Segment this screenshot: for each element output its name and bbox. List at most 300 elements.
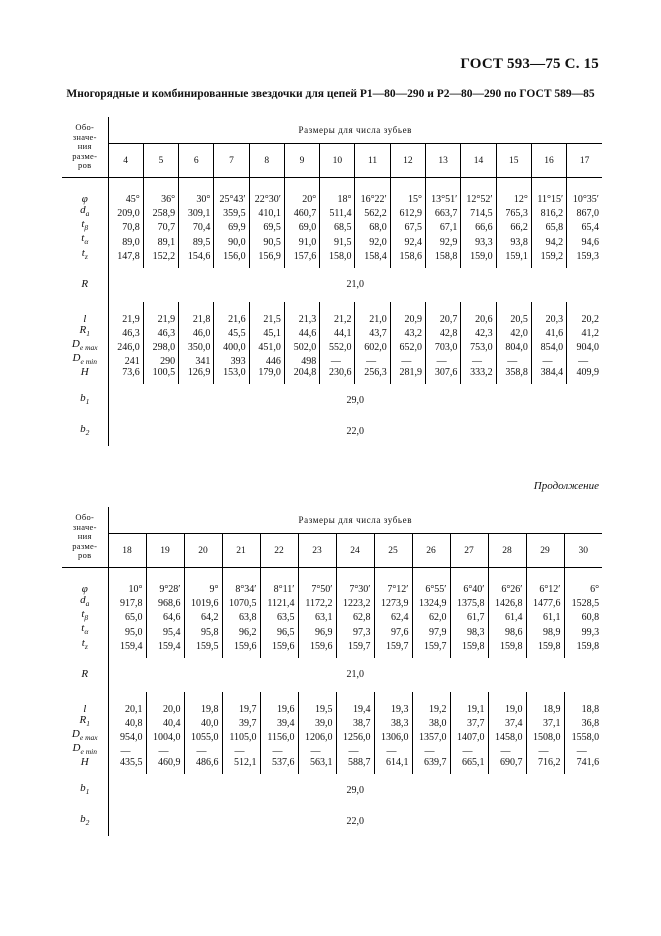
teeth-count-header: 24 [336,534,374,568]
phi-value: 8°34′ [222,568,260,596]
tz-value: 159,4 [146,638,184,658]
De-max-value: 1256,0 [336,729,374,743]
phi-value: 12° [496,178,531,206]
l-value: 20,7 [426,302,461,325]
H-value: 126,9 [179,367,214,384]
phi-value: 15° [390,178,425,206]
R1-value: 45,1 [249,325,284,339]
teeth-count-header: 26 [412,534,450,568]
H-row [62,757,602,774]
da-value: 1070,5 [222,595,260,609]
da-value: 1528,5 [571,598,600,610]
De-max-value: 1508,0 [526,729,564,743]
De-max-value: 1306,0 [374,729,412,743]
teeth-count-header: 12 [390,144,425,178]
tb-value: 67,5 [390,219,425,233]
teeth-count-header: 22 [260,534,298,568]
R1-value: 41,6 [531,325,566,339]
phi-value: 10°35′ [572,194,599,205]
H-value: 486,6 [184,757,222,774]
teeth-count-header: 20 [184,534,222,568]
tb-value: 60,8 [581,612,600,624]
teeth-count-header: 30 [564,534,602,568]
l-value: 19,8 [184,692,222,715]
R1-value: 40,8 [108,715,146,729]
De-max-value: 451,0 [249,339,284,353]
da-symbol: $d_a$ [62,205,108,219]
R-row [62,268,602,302]
phi-value: 10° [108,568,146,596]
De-min-row [62,353,602,367]
R1-value: 45,5 [214,325,249,339]
R1-value: 37,4 [488,715,526,729]
De-max-value: 552,0 [320,339,355,353]
b1-symbol: $b_1$ [62,384,108,416]
tb-value: 64,2 [184,609,222,623]
da-value: 714,5 [461,205,496,219]
tb-value: 68,0 [355,219,390,233]
teeth-count-header: 13 [426,144,461,178]
dimension-table [62,117,602,446]
ta-row [62,233,602,247]
tz-value: 159,4 [108,638,146,658]
R1-value: 39,4 [260,715,298,729]
da-value: 816,2 [531,205,566,219]
De-max-value: 1004,0 [146,729,184,743]
R1-symbol: $R_1$ [62,325,108,339]
b1-symbol: $b_1$ [62,774,108,806]
R1-value: 38,3 [374,715,412,729]
tz-value: 159,8 [450,638,488,658]
da-value: 359,5 [214,205,249,219]
tz-value: 157,6 [284,248,319,268]
R1-row [62,325,602,339]
De-min-value: — [450,743,488,757]
tz-value: 158,8 [426,248,461,268]
H-symbol: H [62,367,108,384]
R-value: 21,0 [346,279,364,291]
da-symbol: $d_a$ [62,595,108,609]
teeth-count-header: 23 [298,534,336,568]
ta-value: 96,5 [260,623,298,637]
l-value: 19,7 [222,692,260,715]
phi-symbol: φ [62,178,108,206]
H-value: 512,1 [222,757,260,774]
tb-value: 70,8 [108,219,143,233]
De-min-value: — [496,353,531,367]
tz-row [62,248,602,268]
tb-value: 62,0 [412,609,450,623]
da-value: 1273,9 [374,595,412,609]
De-max-value: 1558,0 [571,732,600,744]
De-min-value: — [336,743,374,757]
phi-value: 25°43′ [214,178,249,206]
De-min-value: — [374,743,412,757]
tb-value: 61,4 [488,609,526,623]
R1-value: 43,7 [355,325,390,339]
da-value: 1019,6 [184,595,222,609]
H-value: 716,2 [526,757,564,774]
ta-value: 89,1 [143,233,178,247]
R1-value: 46,3 [108,325,143,339]
De-min-value: — [108,743,146,757]
tb-value: 69,5 [249,219,284,233]
H-value: 281,9 [390,367,425,384]
De-max-value: 954,0 [108,729,146,743]
ta-value: 92,4 [390,233,425,247]
group-header: Размеры для числа зубьев [108,117,602,144]
b1-value: 29,0 [346,784,365,796]
l-value: 20,0 [146,692,184,715]
da-value: 765,3 [496,205,531,219]
De-min-value: — [488,743,526,757]
De-min-value: 393 [214,353,249,367]
ta-value: 95,8 [184,623,222,637]
De-min-value: 498 [284,353,319,367]
l-symbol: l [62,302,108,325]
l-value: 21,8 [179,302,214,325]
De-max-row [62,339,602,353]
teeth-count-header: 11 [355,144,390,178]
tb-value: 61,1 [526,609,564,623]
ta-value: 97,6 [374,623,412,637]
teeth-count-header: 14 [461,144,496,178]
dimension-table [62,507,602,836]
R1-value: 37,1 [526,715,564,729]
da-value: 309,1 [179,205,214,219]
ta-value: 97,9 [412,623,450,637]
De-min-symbol: $D_{e min}$ [62,743,108,757]
De-max-value: 1055,0 [184,729,222,743]
ta-value: 92,9 [426,233,461,247]
De-min-value: 341 [179,353,214,367]
ta-value: 93,3 [461,233,496,247]
R1-value: 39,0 [298,715,336,729]
H-value: 435,5 [108,757,146,774]
l-value: 21,2 [320,302,355,325]
ta-value: 94,6 [581,236,599,248]
phi-value: 6°12′ [526,568,564,596]
De-min-value: — [526,743,564,757]
R1-value: 42,0 [496,325,531,339]
ta-value: 93,8 [496,233,531,247]
tb-value: 70,7 [143,219,178,233]
tz-value: 159,7 [336,638,374,658]
De-max-value: 502,0 [284,339,319,353]
tb-value: 64,6 [146,609,184,623]
l-value: 21,9 [108,302,143,325]
b2-value: 22,0 [346,425,364,437]
tb-row [62,219,602,233]
De-min-value: — [390,353,425,367]
l-symbol: l [62,692,108,715]
teeth-count-header: 9 [284,144,319,178]
phi-value: 8°11′ [260,568,298,596]
teeth-count-header: 10 [320,144,355,178]
l-row [62,692,602,715]
tz-value: 159,5 [184,638,222,658]
De-min-value: — [184,743,222,757]
b1-row [62,774,602,806]
tb-value: 62,4 [374,609,412,623]
H-value: 153,0 [214,367,249,384]
teeth-count-header: 7 [214,144,249,178]
tb-value: 70,4 [179,219,214,233]
phi-symbol: φ [62,568,108,596]
De-min-value: — [355,353,390,367]
tb-value: 69,9 [214,219,249,233]
page-header: ГОСТ 593—75 С. 15 [460,56,599,72]
da-value: 867,0 [576,208,599,220]
H-value: 588,7 [336,757,374,774]
R1-value: 39,7 [222,715,260,729]
De-max-value: 1357,0 [412,729,450,743]
De-min-value: 290 [143,353,178,367]
l-value: 19,1 [450,692,488,715]
l-value: 20,6 [461,302,496,325]
R1-value: 38,0 [412,715,450,729]
l-value: 21,3 [284,302,319,325]
H-value: 384,4 [531,367,566,384]
continuation-label: Продолжение [533,480,599,492]
H-value: 614,1 [374,757,412,774]
ta-symbol: $t_\alpha$ [62,233,108,247]
H-value: 100,5 [143,367,178,384]
ta-value: 91,0 [284,233,319,247]
phi-value: 30° [179,178,214,206]
da-value: 1426,8 [488,595,526,609]
l-value: 19,3 [374,692,412,715]
da-row [62,205,602,219]
tz-value: 159,8 [526,638,564,658]
phi-row [62,178,602,206]
da-value: 663,7 [426,205,461,219]
tz-value: 158,0 [320,248,355,268]
tb-value: 66,2 [496,219,531,233]
tb-value: 62,8 [336,609,374,623]
tb-value: 63,1 [298,609,336,623]
phi-value: 9° [184,568,222,596]
da-value: 1324,9 [412,595,450,609]
teeth-count-header: 6 [179,144,214,178]
H-value: 665,1 [450,757,488,774]
tz-value: 158,6 [390,248,425,268]
R-value: 21,0 [346,669,365,681]
phi-value: 7°50′ [298,568,336,596]
De-max-value: 703,0 [426,339,461,353]
tb-value: 65,0 [108,609,146,623]
l-value: 20,1 [108,692,146,715]
R1-value: 42,3 [461,325,496,339]
tz-value: 159,7 [412,638,450,658]
teeth-count-header: 28 [488,534,526,568]
phi-value: 20° [284,178,319,206]
teeth-count-header: 16 [531,144,566,178]
ta-value: 91,5 [320,233,355,247]
da-value: 1172,2 [298,595,336,609]
phi-value: 6°55′ [412,568,450,596]
l-value: 21,9 [143,302,178,325]
phi-value: 6°40′ [450,568,488,596]
da-value: 1375,8 [450,595,488,609]
b2-symbol: $b_2$ [62,416,108,446]
da-value: 258,9 [143,205,178,219]
l-row [62,302,602,325]
l-value: 19,4 [336,692,374,715]
l-value: 18,9 [526,692,564,715]
ta-value: 97,3 [336,623,374,637]
De-max-symbol: $D_{e max}$ [62,339,108,353]
R-symbol: R [62,268,108,302]
b2-row [62,416,602,446]
b1-row [62,384,602,416]
phi-value: 22°30′ [249,178,284,206]
da-value: 968,6 [146,595,184,609]
l-value: 19,0 [488,692,526,715]
H-value: 563,1 [298,757,336,774]
ta-value: 96,9 [298,623,336,637]
H-value: 333,2 [461,367,496,384]
De-min-value: — [426,353,461,367]
tz-symbol: $t_z$ [62,248,108,268]
De-min-value: 446 [249,353,284,367]
phi-value: 16°22′ [355,178,390,206]
table-1 [62,117,602,446]
De-min-value: — [222,743,260,757]
document-title: Многорядные и комбинированные звездочки для цепей Р1—80—290 и Р2—80—290 по ГОСТ 589—85 [66,88,595,100]
De-min-value: — [412,743,450,757]
tb-value: 66,6 [461,219,496,233]
tz-value: 154,6 [179,248,214,268]
tb-symbol: $t_\beta$ [62,219,108,233]
ta-value: 90,0 [214,233,249,247]
ta-value: 98,9 [526,623,564,637]
da-value: 410,1 [249,205,284,219]
da-value: 460,7 [284,205,319,219]
De-max-value: 246,0 [108,339,143,353]
l-value: 21,0 [355,302,390,325]
R1-value: 36,8 [581,717,600,729]
da-value: 917,8 [108,595,146,609]
De-max-value: 602,0 [355,339,390,353]
l-value: 21,6 [214,302,249,325]
tb-value: 67,1 [426,219,461,233]
H-value: 230,6 [320,367,355,384]
da-value: 562,2 [355,205,390,219]
De-max-symbol: $D_{e max}$ [62,729,108,743]
H-value: 409,9 [576,367,599,379]
De-max-value: 804,0 [496,339,531,353]
teeth-count-header: 4 [108,144,143,178]
ta-value: 90,5 [249,233,284,247]
ta-value: 98,3 [450,623,488,637]
b2-row [62,806,602,836]
tz-value: 159,2 [531,248,566,268]
ta-value: 95,4 [146,623,184,637]
ta-value: 89,0 [108,233,143,247]
De-min-value: — [461,353,496,367]
tz-symbol: $t_z$ [62,638,108,658]
De-max-value: 753,0 [461,339,496,353]
teeth-count-header: 19 [146,534,184,568]
phi-value: 36° [143,178,178,206]
tb-symbol: $t_\beta$ [62,609,108,623]
teeth-count-header: 29 [526,534,564,568]
tz-value: 159,6 [260,638,298,658]
phi-value: 7°12′ [374,568,412,596]
De-max-value: 400,0 [214,339,249,353]
group-header: Размеры для числа зубьев [108,507,602,534]
l-value: 19,5 [298,692,336,715]
teeth-count-header: 5 [143,144,178,178]
tb-value: 63,5 [260,609,298,623]
teeth-count-header: 27 [450,534,488,568]
column-label: Обо- значе- ния разме- ров [62,117,108,178]
l-value: 18,8 [581,703,600,715]
ta-value: 99,3 [581,626,600,638]
tz-row [62,638,602,658]
teeth-count-header: 17 [567,144,602,178]
H-value: 358,8 [496,367,531,384]
R-row [62,658,602,692]
tb-value: 68,5 [320,219,355,233]
R1-row [62,715,602,729]
da-value: 1121,4 [260,595,298,609]
H-value: 741,6 [576,757,600,769]
phi-value: 6° [590,584,600,595]
ta-value: 98,6 [488,623,526,637]
De-max-value: 854,0 [531,339,566,353]
H-value: 73,6 [108,367,143,384]
da-value: 1223,2 [336,595,374,609]
phi-value: 9°28′ [146,568,184,596]
R1-value: 37,7 [450,715,488,729]
table-2 [62,507,602,836]
De-min-value: — [146,743,184,757]
De-min-symbol: $D_{e min}$ [62,353,108,367]
ta-value: 96,2 [222,623,260,637]
teeth-count-header: 8 [249,144,284,178]
tz-value: 159,6 [222,638,260,658]
R-symbol: R [62,658,108,692]
da-value: 612,9 [390,205,425,219]
ta-row [62,623,602,637]
R1-value: 42,8 [426,325,461,339]
De-max-value: 652,0 [390,339,425,353]
phi-value: 18° [320,178,355,206]
tz-value: 156,9 [249,248,284,268]
De-min-value: — [578,356,589,368]
tz-value: 159,0 [461,248,496,268]
De-min-value: — [260,743,298,757]
De-min-value: — [576,746,587,758]
De-max-value: 1156,0 [260,729,298,743]
tz-value: 147,8 [108,248,143,268]
ta-value: 89,5 [179,233,214,247]
De-min-value: — [298,743,336,757]
l-value: 20,5 [496,302,531,325]
da-row [62,595,602,609]
H-value: 256,3 [355,367,390,384]
H-symbol: H [62,757,108,774]
R1-value: 40,0 [184,715,222,729]
R1-value: 43,2 [390,325,425,339]
De-max-row [62,729,602,743]
tb-value: 65,4 [581,222,599,234]
tb-row [62,609,602,623]
De-max-value: 350,0 [179,339,214,353]
H-value: 537,6 [260,757,298,774]
